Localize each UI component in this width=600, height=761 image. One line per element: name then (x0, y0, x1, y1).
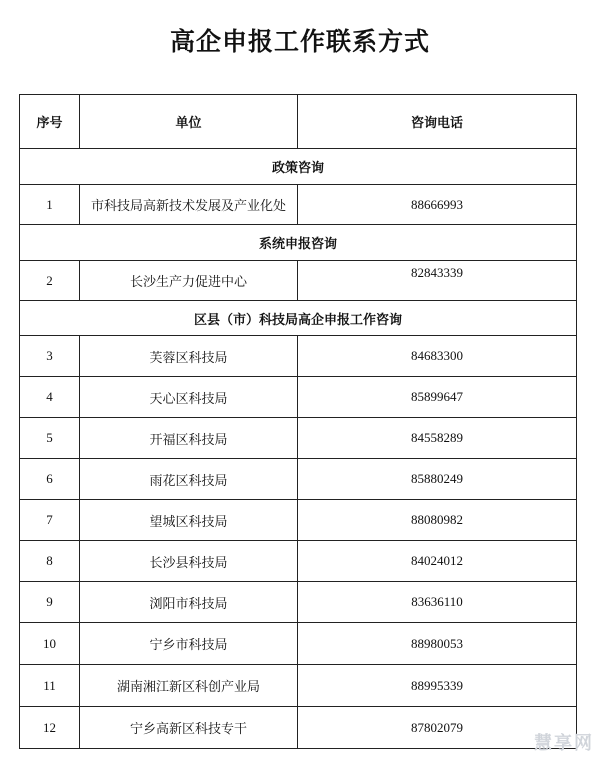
table-row (20, 665, 577, 707)
row-unit: 长沙县科技局 (80, 541, 298, 582)
row-unit: 望城区科技局 (80, 500, 298, 541)
section-title: 系统申报咨询 (20, 225, 577, 261)
row-index: 1 (20, 185, 80, 225)
row-index: 11 (20, 665, 80, 707)
row-unit: 浏阳市科技局 (80, 582, 298, 623)
table-row (20, 418, 577, 459)
table-row (20, 623, 577, 665)
section-title: 区县（市）科技局高企申报工作咨询 (20, 301, 577, 336)
row-unit: 长沙生产力促进中心 (80, 261, 298, 301)
row-phone: 85880249 (298, 459, 577, 500)
row-phone: 82843339 (298, 261, 577, 301)
table-row (20, 541, 577, 582)
table-row (20, 582, 577, 623)
header-index: 序号 (20, 95, 80, 149)
row-phone: 88666993 (298, 185, 577, 225)
header-phone: 咨询电话 (298, 95, 577, 149)
row-phone: 88080982 (298, 500, 577, 541)
row-index: 7 (20, 500, 80, 541)
row-unit: 芙蓉区科技局 (80, 336, 298, 377)
row-unit: 开福区科技局 (80, 418, 298, 459)
table-row (20, 336, 577, 377)
row-phone: 84683300 (298, 336, 577, 377)
contact-table (19, 94, 577, 749)
table-row (20, 185, 577, 225)
row-index: 6 (20, 459, 80, 500)
table-row (20, 459, 577, 500)
row-index: 10 (20, 623, 80, 665)
row-index: 2 (20, 261, 80, 301)
table-row (20, 707, 577, 749)
table-row (20, 500, 577, 541)
watermark-logo: 慧享网 (534, 733, 594, 754)
table-row (20, 377, 577, 418)
table-header-row (20, 95, 577, 149)
row-unit: 宁乡高新区科技专干 (80, 707, 298, 749)
row-phone: 88995339 (298, 665, 577, 707)
row-phone: 83636110 (298, 582, 577, 623)
row-unit: 天心区科技局 (80, 377, 298, 418)
row-index: 3 (20, 336, 80, 377)
row-phone: 88980053 (298, 623, 577, 665)
row-index: 8 (20, 541, 80, 582)
section-title: 政策咨询 (20, 149, 577, 185)
row-unit: 市科技局高新技术发展及产业化处 (80, 185, 298, 225)
row-phone: 87802079 (298, 707, 577, 749)
header-unit: 单位 (80, 95, 298, 149)
row-index: 5 (20, 418, 80, 459)
row-phone: 85899647 (298, 377, 577, 418)
row-unit: 湖南湘江新区科创产业局 (80, 665, 298, 707)
row-index: 9 (20, 582, 80, 623)
section-row-policy (20, 149, 577, 185)
row-unit: 宁乡市科技局 (80, 623, 298, 665)
row-phone: 84558289 (298, 418, 577, 459)
page-title: 高企申报工作联系方式 (169, 27, 430, 56)
table-row (20, 261, 577, 301)
row-index: 4 (20, 377, 80, 418)
row-phone: 84024012 (298, 541, 577, 582)
row-index: 12 (20, 707, 80, 749)
row-unit: 雨花区科技局 (80, 459, 298, 500)
section-row-district (20, 301, 577, 336)
section-row-system (20, 225, 577, 261)
